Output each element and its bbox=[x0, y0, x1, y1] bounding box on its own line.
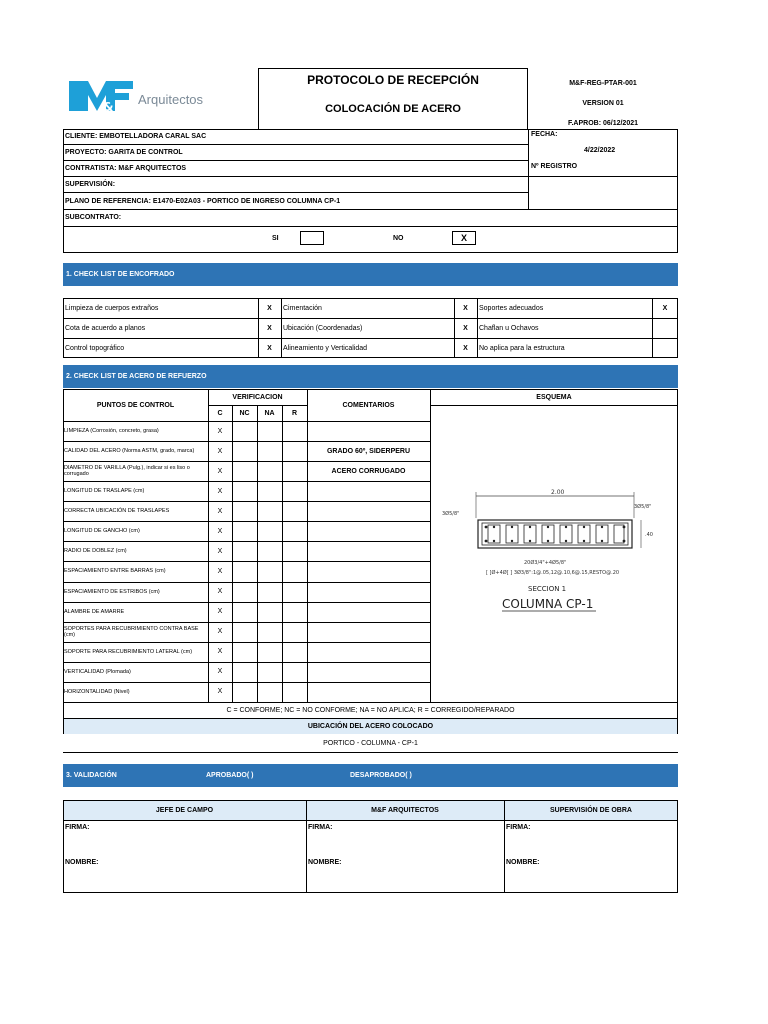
control-point-comment bbox=[307, 602, 430, 622]
page-subtitle: COLOCACIÓN DE ACERO bbox=[325, 103, 461, 115]
control-point-label: HORIZONTALIDAD (Nivel) bbox=[64, 688, 130, 695]
control-point-c-mark[interactable]: X bbox=[217, 608, 223, 616]
control-point-c-mark[interactable]: X bbox=[217, 568, 223, 576]
ubicacion-value: PORTICO - COLUMNA - CP-1 bbox=[323, 739, 418, 747]
section-acero-title: 2. CHECK LIST DE ACERO DE REFUERZO bbox=[66, 373, 207, 380]
contractor-field: CONTRATISTA: M&F ARQUITECTOS bbox=[65, 165, 187, 172]
si-checkbox[interactable] bbox=[300, 231, 324, 245]
logo-text: Arquitectos bbox=[138, 92, 204, 107]
control-point-label: LONGITUD DE GANCHO (cm) bbox=[64, 528, 140, 535]
control-point-c-mark[interactable]: X bbox=[217, 427, 223, 435]
control-point-c-mark[interactable]: X bbox=[217, 688, 223, 696]
col-header-c: C bbox=[217, 409, 223, 417]
section-validacion-header bbox=[63, 764, 678, 787]
project-field: PROYECTO: GARITA DE CONTROL bbox=[65, 149, 183, 156]
drawing-section-label: SECCION 1 bbox=[528, 585, 567, 593]
encofrado-item-label: No aplica para la estructura bbox=[479, 344, 565, 352]
no-label: NO bbox=[393, 235, 404, 242]
control-point-comment bbox=[307, 622, 430, 642]
disapproved-option[interactable]: DESAPROBADO( ) bbox=[350, 772, 412, 779]
encofrado-item-mark[interactable]: X bbox=[463, 324, 468, 332]
registry-label: Nº REGISTRO bbox=[531, 163, 578, 170]
drawing-note-2: [ ]Ø+4Ø[ ] 3Ø3/8":1@.05,12@.10,6@.15,RESTO@.20 bbox=[486, 570, 620, 576]
control-point-comment bbox=[307, 582, 430, 602]
col-header-r: R bbox=[291, 409, 298, 417]
document-version: VERSION 01 bbox=[582, 100, 624, 107]
reference-plan-field: PLANO DE REFERENCIA: E1470-E02A03 - PORTICO DE INGRESO COLUMNA CP-1 bbox=[65, 198, 341, 205]
control-point-comment bbox=[307, 521, 430, 541]
signature-column-header: SUPERVISIÓN DE OBRA bbox=[550, 807, 632, 814]
encofrado-item-mark[interactable]: X bbox=[463, 304, 468, 312]
section-acero-header bbox=[63, 365, 678, 388]
logo-mark-icon bbox=[66, 78, 136, 114]
control-point-label: ESPACIAMIENTO DE ESTRIBOS (cm) bbox=[64, 588, 160, 595]
signature-nombre-field[interactable]: NOMBRE: bbox=[65, 859, 99, 866]
si-label: SI bbox=[272, 235, 279, 242]
control-point-label: CORRECTA UBICACIÓN DE TRASLAPES bbox=[64, 508, 170, 515]
control-point-label: ESPACIAMIENTO ENTRE BARRAS (cm) bbox=[64, 568, 166, 575]
control-point-c-mark[interactable]: X bbox=[217, 447, 223, 455]
encofrado-item-label: Alineamiento y Verticalidad bbox=[283, 344, 368, 352]
control-point-comment bbox=[307, 421, 430, 441]
company-logo bbox=[66, 78, 216, 116]
drawing-column-label: COLUMNA CP-1 bbox=[502, 597, 594, 611]
approved-option[interactable]: APROBADO( ) bbox=[206, 772, 254, 779]
control-point-label: DIAMETRO DE VARILLA (Pulg.), indicar si es liso o corrugado bbox=[64, 465, 190, 478]
client-field: CLIENTE: EMBOTELLADORA CARAL SAC bbox=[65, 133, 207, 140]
encofrado-item-mark[interactable]: X bbox=[662, 304, 668, 312]
encofrado-item-label: Soportes adecuados bbox=[479, 304, 544, 312]
col-header-puntos: PUNTOS DE CONTROL bbox=[96, 401, 175, 409]
section-encofrado-header bbox=[63, 263, 678, 286]
control-point-comment: ACERO CORRUGADO bbox=[331, 467, 406, 475]
document-code: M&F-REG-PTAR-001 bbox=[569, 80, 637, 87]
control-point-comment bbox=[307, 501, 430, 521]
col-header-comentarios: COMENTARIOS bbox=[342, 401, 395, 409]
control-point-label: LONGITUD DE TRASLAPE (cm) bbox=[64, 488, 145, 495]
control-point-c-mark[interactable]: X bbox=[217, 527, 223, 535]
section-validacion-title: 3. VALIDACIÓN bbox=[66, 772, 117, 779]
control-point-label: SOPORTES PARA RECUBRIMIENTO CONTRA BASE (cm) bbox=[64, 625, 199, 638]
drawing-note-1: 20Ø3/4"+4Ø5/8" bbox=[524, 560, 567, 566]
drawing-height-dim: .40 bbox=[645, 532, 653, 538]
control-point-c-mark[interactable]: X bbox=[217, 588, 223, 596]
no-checkbox[interactable]: X bbox=[452, 231, 476, 245]
control-point-c-mark[interactable]: X bbox=[217, 487, 223, 495]
signature-column-header: JEFE DE CAMPO bbox=[155, 807, 214, 814]
col-header-esquema: ESQUEMA bbox=[536, 393, 572, 401]
control-point-comment bbox=[307, 682, 430, 702]
control-point-label: RADIO DE DOBLEZ (cm) bbox=[64, 548, 127, 555]
page-title: PROTOCOLO DE RECEPCIÓN bbox=[307, 73, 479, 87]
control-point-label: VERTICALIDAD (Plomada) bbox=[64, 668, 131, 675]
control-point-label: ALAMBRE DE AMARRE bbox=[64, 608, 125, 615]
control-point-comment bbox=[307, 642, 430, 662]
control-point-c-mark[interactable]: X bbox=[217, 648, 223, 656]
ubicacion-label: UBICACIÓN DEL ACERO COLOCADO bbox=[64, 719, 677, 734]
encofrado-item-label: Cota de acuerdo a planos bbox=[65, 324, 146, 332]
column-section-drawing bbox=[438, 478, 668, 618]
signature-column-header: M&F ARQUITECTOS bbox=[371, 807, 439, 814]
drawing-left-dim: 3Ø5/8" bbox=[442, 511, 460, 517]
control-point-c-mark[interactable]: X bbox=[217, 507, 223, 515]
control-point-comment bbox=[307, 662, 430, 682]
encofrado-item-mark[interactable]: X bbox=[267, 304, 272, 312]
subcontract-field: SUBCONTRATO: bbox=[65, 214, 122, 221]
col-header-verificacion: VERIFICACION bbox=[232, 393, 283, 401]
encofrado-item-mark[interactable]: X bbox=[463, 344, 468, 352]
encofrado-item-mark[interactable] bbox=[652, 338, 678, 358]
control-point-c-mark[interactable]: X bbox=[217, 668, 223, 676]
encofrado-item-label: Cimentación bbox=[283, 304, 322, 312]
col-header-na: NA bbox=[264, 409, 275, 417]
encofrado-item-mark[interactable]: X bbox=[267, 344, 272, 352]
control-point-c-mark[interactable]: X bbox=[217, 467, 223, 475]
approval-date: F.APROB: 06/12/2021 bbox=[567, 120, 639, 127]
control-point-comment bbox=[307, 481, 430, 501]
encofrado-item-label: Ubicación (Coordenadas) bbox=[283, 324, 363, 332]
signature-nombre-field[interactable]: NOMBRE: bbox=[506, 859, 540, 866]
section-encofrado-title: 1. CHECK LIST DE ENCOFRADO bbox=[66, 271, 175, 278]
date-label: FECHA: bbox=[531, 131, 558, 138]
signature-firma-field[interactable]: FIRMA: bbox=[65, 824, 90, 831]
date-value: 4/22/2022 bbox=[584, 147, 616, 154]
encofrado-item-label: Limpieza de cuerpos extraños bbox=[65, 304, 159, 312]
control-point-comment bbox=[307, 541, 430, 561]
control-point-label: CALIDAD DEL ACERO (Norma ASTM, grado, marca) bbox=[64, 448, 195, 455]
svg-text:&: & bbox=[103, 100, 114, 114]
control-point-label: SOPORTE PARA RECUBRIMIENTO LATERAL (cm) bbox=[64, 648, 193, 655]
control-point-c-mark[interactable]: X bbox=[217, 547, 223, 555]
col-header-nc: NC bbox=[239, 409, 250, 417]
legend-text: C = CONFORME; NC = NO CONFORME; NA = NO APLICA; R = CORREGIDO/REPARADO bbox=[226, 706, 515, 714]
header-title-box bbox=[258, 68, 528, 130]
signature-nombre-field[interactable]: NOMBRE: bbox=[308, 859, 342, 866]
signature-firma-field[interactable]: FIRMA: bbox=[308, 824, 333, 831]
signature-firma-field[interactable]: FIRMA: bbox=[506, 824, 531, 831]
control-point-label: LIMPIEZA (Corrosión, concreto, grasa) bbox=[64, 428, 159, 434]
control-point-comment bbox=[307, 561, 430, 581]
encofrado-item-label: Control topográfico bbox=[65, 344, 125, 352]
encofrado-item-mark[interactable]: X bbox=[267, 324, 272, 332]
encofrado-item-label: Chaflan u Ochavos bbox=[479, 324, 539, 332]
encofrado-item-mark[interactable] bbox=[652, 318, 678, 338]
supervision-field: SUPERVISIÓN: bbox=[65, 181, 116, 188]
drawing-right-dim: 3Ø5/8" bbox=[634, 504, 652, 510]
control-point-c-mark[interactable]: X bbox=[217, 628, 223, 636]
drawing-width-dim: 2.00 bbox=[551, 489, 565, 496]
control-point-comment: GRADO 60º, SIDERPERU bbox=[326, 447, 411, 455]
